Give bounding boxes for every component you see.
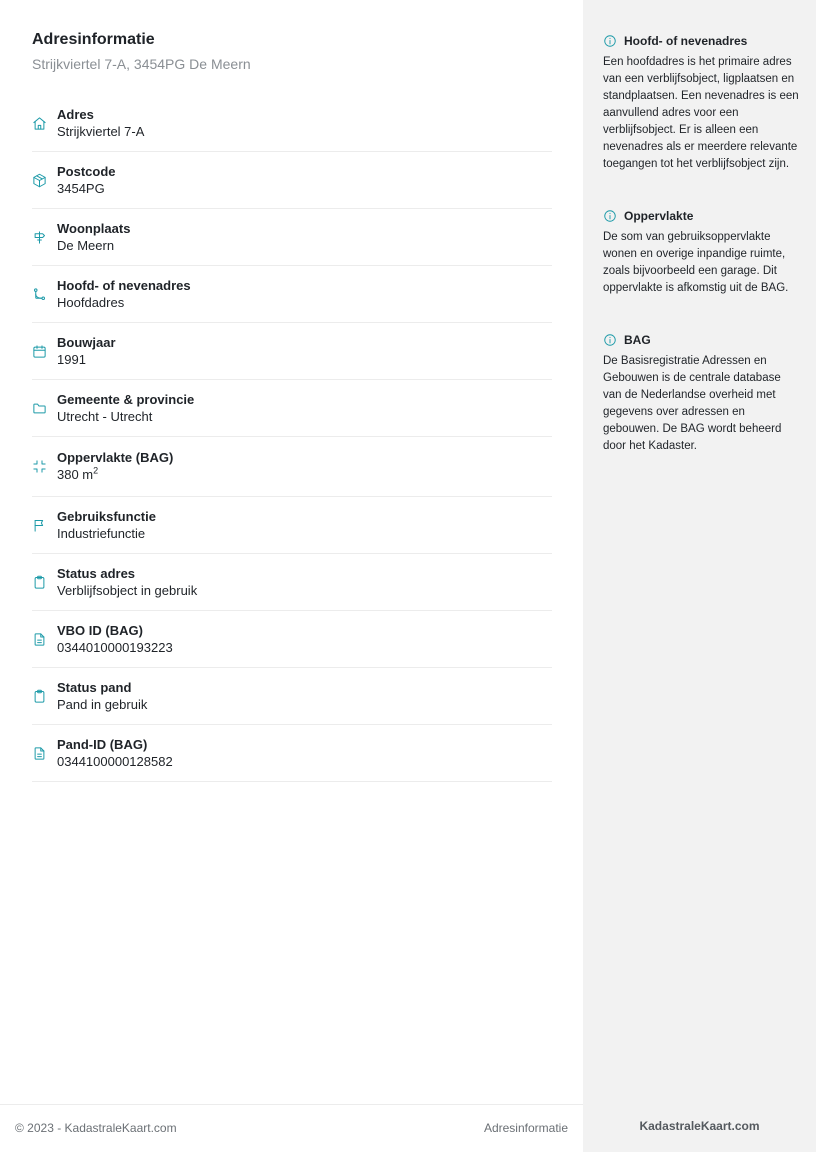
info-title: Hoofd- of nevenadres: [624, 34, 748, 48]
flag-icon: [32, 518, 57, 533]
row-pand-id: [32, 725, 552, 782]
calendar-icon: [32, 344, 57, 359]
row-label: Gemeente & provincie: [57, 391, 195, 407]
area-unit-superscript: 2: [93, 465, 99, 476]
info-icon: [603, 34, 617, 48]
info-icon: [603, 209, 617, 223]
clipboard-icon: [32, 689, 57, 704]
row-postcode: [32, 152, 552, 209]
row-label: Oppervlakte (BAG): [57, 450, 174, 465]
row-status-pand: [32, 668, 552, 725]
row-label: Status pand: [57, 679, 132, 695]
info-body: De Basisregistratie Adressen en Gebouwen is de centrale database van de Nederlandse overheid met gegevens over adressen en gebouwen. De BAG wordt beheerd door het Kadaster.: [603, 355, 782, 452]
row-label: VBO ID (BAG): [57, 622, 143, 638]
sidebar-info-bag: [603, 332, 799, 455]
row-value: Pand in gebruik: [57, 696, 148, 712]
info-body: Een hoofdadres is het primaire adres van een verblijfsobject, ligplaatsen en standplaatsen. Een nevenadres is een aanvullend adres voor een verblijfsobject. Er is alleen een nevenadres als er meerdere relevante toegangen tot het verblijfsobject zijn.: [603, 56, 799, 170]
row-value: [57, 466, 173, 484]
row-label: Hoofd- of nevenadres: [57, 277, 191, 293]
row-value: 3454PG: [57, 180, 105, 196]
folder-icon: [32, 401, 57, 416]
info-body: De som van gebruiksoppervlakte wonen en overige inpandige ruimte, zoals bijvoorbeeld een garage. Dit oppervlakte is afkomstig uit de BAG.: [603, 231, 789, 294]
info-title: Oppervlakte: [624, 209, 694, 223]
row-value: Verblijfsobject in gebruik: [57, 582, 198, 598]
row-bouwjaar: [32, 323, 552, 380]
row-label: Postcode: [57, 163, 116, 179]
area-value: 380 m: [57, 467, 94, 482]
row-value: Utrecht - Utrecht: [57, 408, 153, 424]
row-value: 1991: [57, 351, 86, 367]
page-title: Adresinformatie: [32, 31, 155, 48]
row-label: Adres: [57, 106, 94, 122]
minimize-icon: [32, 459, 57, 474]
clipboard-icon: [32, 575, 57, 590]
file-text-icon: [32, 632, 57, 647]
row-value: Strijkviertel 7-A: [57, 123, 145, 139]
row-value: 0344010000193223: [57, 639, 173, 655]
home-icon: [32, 116, 57, 131]
row-value: Industriefunctie: [57, 525, 146, 541]
row-value: 0344100000128582: [57, 753, 173, 769]
row-label: Gebruiksfunctie: [57, 508, 156, 524]
file-text-icon: [32, 746, 57, 761]
sidebar-info-hoofd-nevenadres: [603, 33, 799, 173]
info-list: [32, 95, 552, 782]
row-label: Pand-ID (BAG): [57, 736, 148, 752]
footer-section-label: Adresinformatie: [483, 1121, 568, 1135]
info-icon: [603, 333, 617, 347]
sidebar-info-oppervlakte: [603, 208, 799, 297]
footer: [0, 1104, 583, 1152]
row-hoofd-nevenadres: [32, 266, 552, 323]
row-gemeente-provincie: [32, 380, 552, 437]
row-label: Bouwjaar: [57, 334, 116, 350]
git-branch-icon: [32, 287, 57, 302]
row-adres: [32, 95, 552, 152]
info-title: BAG: [624, 333, 651, 347]
row-value: De Meern: [57, 237, 115, 253]
row-label: Status adres: [57, 565, 136, 581]
row-value: Hoofdadres: [57, 294, 125, 310]
row-vbo-id: [32, 611, 552, 668]
signpost-icon: [32, 230, 57, 245]
row-woonplaats: [32, 209, 552, 266]
footer-brand: KadastraleKaart.com: [639, 1119, 760, 1133]
package-icon: [32, 173, 57, 188]
page-subtitle: Strijkviertel 7-A, 3454PG De Meern: [32, 56, 251, 72]
row-gebruiksfunctie: [32, 497, 552, 554]
row-oppervlakte: [32, 437, 552, 497]
row-status-adres: [32, 554, 552, 611]
row-label: Woonplaats: [57, 220, 131, 236]
footer-copyright: © 2023 - KadastraleKaart.com: [15, 1121, 177, 1135]
